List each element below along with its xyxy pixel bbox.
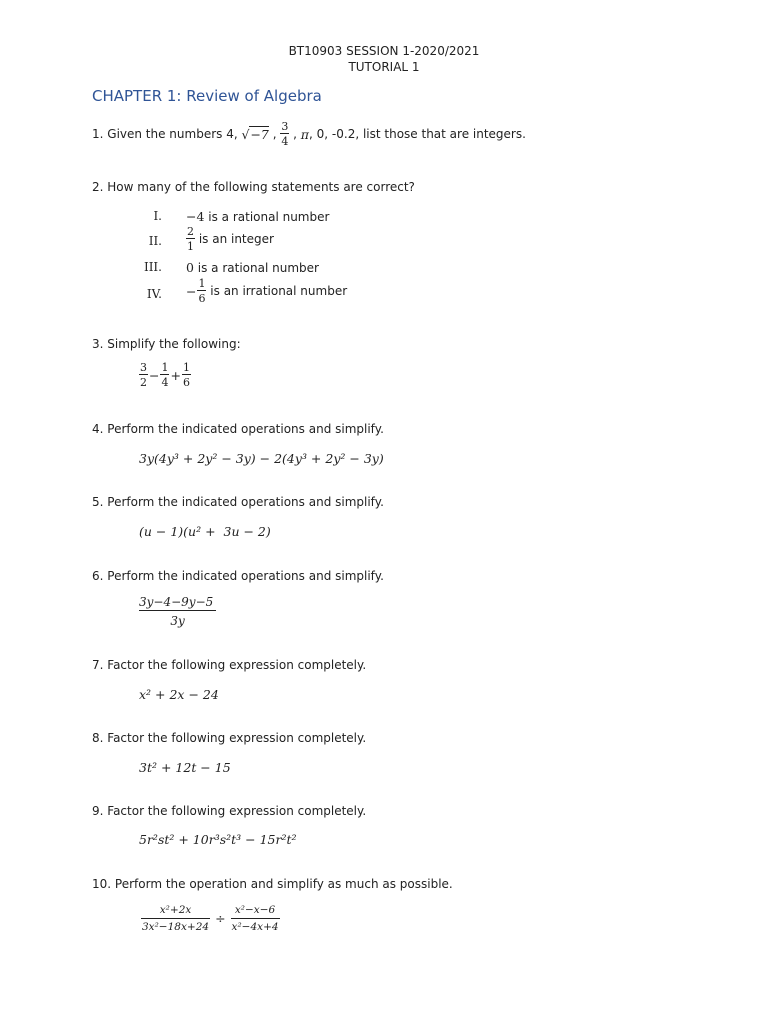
- q10-divide-op: ÷: [215, 911, 226, 926]
- q1-suffix: , 0, -0.2, list those that are integers.: [309, 127, 526, 141]
- q2-item-4-den: 6: [198, 292, 206, 305]
- q2-item-4-text: is an irrational number: [206, 284, 348, 298]
- question-7: 7. Factor the following expression completely.: [92, 658, 367, 672]
- q2-item-2-roman: II.: [148, 234, 162, 248]
- question-5: 5. Perform the indicated operations and simplify.: [92, 495, 384, 509]
- q3-frac-3: [182, 362, 191, 388]
- q3-frac-2-num: 1: [161, 361, 169, 374]
- q1-sqrt-arg: −7: [250, 127, 269, 142]
- q2-item-1-roman: I.: [153, 209, 162, 223]
- question-9: 9. Factor the following expression completely.: [92, 804, 367, 818]
- q3-frac-2-den: 4: [161, 376, 169, 389]
- q6-expression: [139, 596, 216, 627]
- q2-item-4-sign: −: [186, 283, 197, 299]
- q2-item-1-math: −4: [186, 209, 205, 224]
- q3-op-1: −: [149, 367, 160, 383]
- q2-item-4: [186, 278, 347, 304]
- q8-expression: 3t² + 12t − 15: [139, 760, 231, 775]
- question-2: 2. How many of the following statements are correct?: [92, 180, 415, 194]
- q2-item-2-den: 1: [187, 240, 194, 253]
- q1-pi: π: [300, 126, 310, 142]
- q1-fraction: [280, 121, 289, 147]
- q1-frac-num: 3: [281, 120, 289, 133]
- question-8: 8. Factor the following expression completely.: [92, 731, 367, 745]
- q2-item-2-text: is an integer: [195, 232, 274, 246]
- question-4: 4. Perform the indicated operations and simplify.: [92, 422, 384, 436]
- q3-op-2: +: [170, 367, 181, 383]
- q10-expression: [141, 905, 280, 932]
- q10-frac-1: [141, 905, 210, 932]
- q2-item-2-num: 2: [187, 225, 194, 238]
- q2-item-2-fraction: [186, 226, 195, 252]
- q3-frac-1-num: 3: [140, 361, 147, 374]
- question-10: 10. Perform the operation and simplify as much as possible.: [92, 877, 453, 891]
- q10-frac-1-den: 3x²−18x+24: [142, 920, 210, 933]
- q2-item-1: [186, 209, 329, 224]
- q4-expression: 3y(4y³ + 2y² − 3y) − 2(4y³ + 2y² − 3y): [139, 451, 384, 466]
- q10-frac-2: [231, 905, 280, 932]
- doc-header-course: BT10903 SESSION 1-2020/2021: [288, 44, 480, 58]
- q2-item-4-fraction: [197, 278, 206, 304]
- q2-item-4-roman: IV.: [146, 287, 162, 301]
- q2-item-3-text: is a rational number: [193, 261, 319, 275]
- q5-expression: (u − 1)(u² + 3u − 2): [139, 524, 271, 539]
- q10-frac-1-num: x²+2x: [141, 905, 210, 919]
- q2-item-3: [186, 260, 319, 275]
- q2-item-1-text: is a rational number: [204, 210, 330, 224]
- q6-frac-den: 3y: [170, 614, 185, 628]
- question-6: 6. Perform the indicated operations and simplify.: [92, 569, 384, 583]
- q6-frac-num: 3y−4−9y−5: [139, 596, 216, 611]
- q6-fraction: [139, 596, 216, 627]
- doc-header-tutorial: TUTORIAL 1: [348, 60, 420, 74]
- q1-prefix: 1. Given the numbers 4,: [92, 127, 242, 141]
- q3-frac-3-den: 6: [182, 376, 190, 389]
- question-3: 3. Simplify the following:: [92, 337, 241, 351]
- chapter-title: CHAPTER 1: Review of Algebra: [92, 87, 322, 105]
- q2-item-3-math: 0: [186, 260, 194, 275]
- q10-frac-2-den: x²−4x+4: [231, 920, 279, 933]
- q2-item-3-roman: III.: [143, 260, 162, 274]
- q9-expression: 5r²st² + 10r³s²t³ − 15r²t²: [139, 832, 297, 847]
- q7-expression: x² + 2x − 24: [139, 687, 219, 702]
- q2-item-2: [186, 226, 274, 252]
- q3-expression: [139, 362, 191, 388]
- q3-frac-1: [139, 362, 148, 388]
- q10-frac-2-num: x²−x−6: [231, 905, 280, 919]
- q3-frac-3-num: 1: [182, 361, 190, 374]
- q1-sqrt: √−7: [241, 127, 269, 142]
- q2-item-4-num: 1: [198, 277, 206, 290]
- q1-frac-den: 4: [281, 135, 289, 148]
- q3-frac-2: [160, 362, 169, 388]
- q3-frac-1-den: 2: [140, 376, 147, 389]
- question-1: 1. Given the numbers 4, √−7 , $\frac{3}{4}$ , π , 0, -0.2, list those that are integers.: [92, 120, 526, 148]
